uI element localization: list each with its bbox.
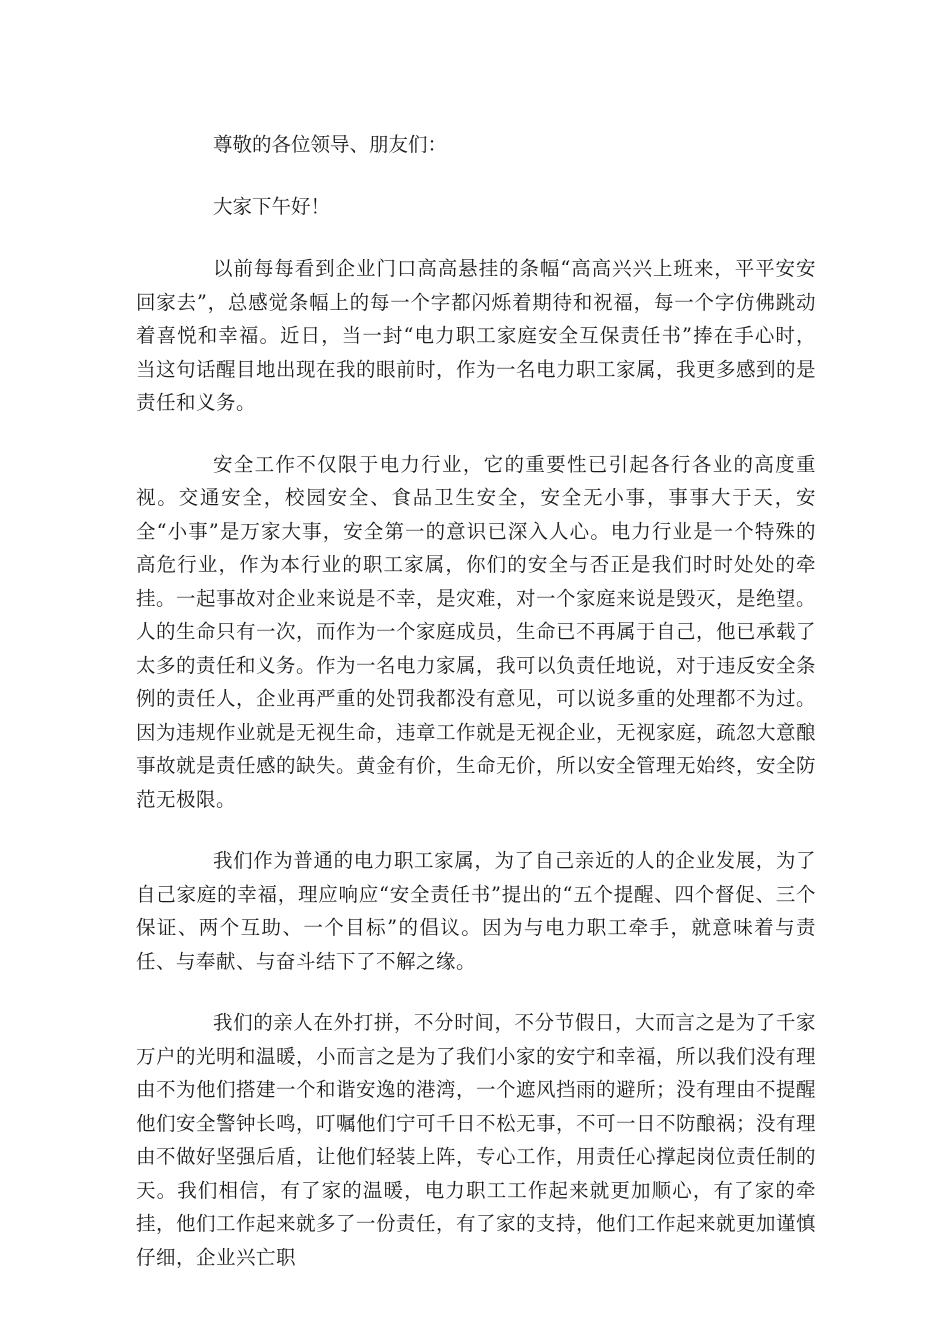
greeting: 大家下午好！	[213, 195, 331, 218]
salutation: 尊敬的各位领导、朋友们：	[213, 133, 448, 156]
paragraph-4: 我们的亲人在外打拼，不分时间，不分节假日，大而言之是为了千家万户的光明和温暖，小而言之是为了我们小家的安宁和幸福，所以我们没有理由不为他们搭建一个和谐安逸的港湾，一个遮风挡雨的避所；没有理由不提醒他们安全警钟长鸣，叮嘱他们宁可千日不松无事，不可一日不防酿祸；没有理由不做好坚强后盾，让他们轻装上阵，专心工作，用责任心撑起岗位责任制的天。我们相信，有了家的温暖，电力职工工作起来就更加顺心，有了家的牵挂，他们工作起来就多了一份责任，有了家的支持，他们工作起来就更加谨慎仔细，企业兴亡职	[136, 1011, 817, 1269]
paragraph-3: 我们作为普通的电力职工家属，为了自己亲近的人的企业发展，为了自己家庭的幸福，理应响应“安全责任书”提出的“五个提醒、四个督促、三个保证、两个互助、一个目标”的倡议。因为与电力职工牵手，就意味着与责任、与奉献、与奋斗结下了不解之缘。	[136, 849, 816, 973]
document-page	[136, 128, 816, 1302]
paragraph-1: 以前每每看到企业门口高高悬挂的条幅“高高兴兴上班来，平平安安回家去”，总感觉条幅上的每一个字都闪烁着期待和祝福，每一个字仿佛跳动着喜悦和幸福。近日，当一封“电力职工家庭安全互保责任书”捧在手心时，当这句话醒目地出现在我的眼前时，作为一名电力职工家属，我更多感到的是责任和义务。	[136, 257, 817, 414]
paragraph-2: 安全工作不仅限于电力行业，它的重要性已引起各行各业的高度重视。交通安全，校园安全、食品卫生安全，安全无小事，事事大于天，安全“小事”是万家大事，安全第一的意识已深入人心。电力行业是一个特殊的高危行业，作为本行业的职工家属，你们的安全与否正是我们时时处处的牵挂。一起事故对企业来说是不幸，是灾难，对一个家庭来说是毁灭，是绝望。人的生命只有一次，而作为一个家庭成员，生命已不再属于自己，他已承载了太多的责任和义务。作为一名电力家属，我可以负责任地说，对于违反安全条例的责任人，企业再严重的处罚我都没有意见，可以说多重的处理都不为过。因为违规作业就是无视生命，违章工作就是无视企业，无视家庭，疏忽大意酿事故就是责任感的缺失。黄金有价，生命无价，所以安全管理无始终，安全防范无极限。	[136, 452, 817, 811]
